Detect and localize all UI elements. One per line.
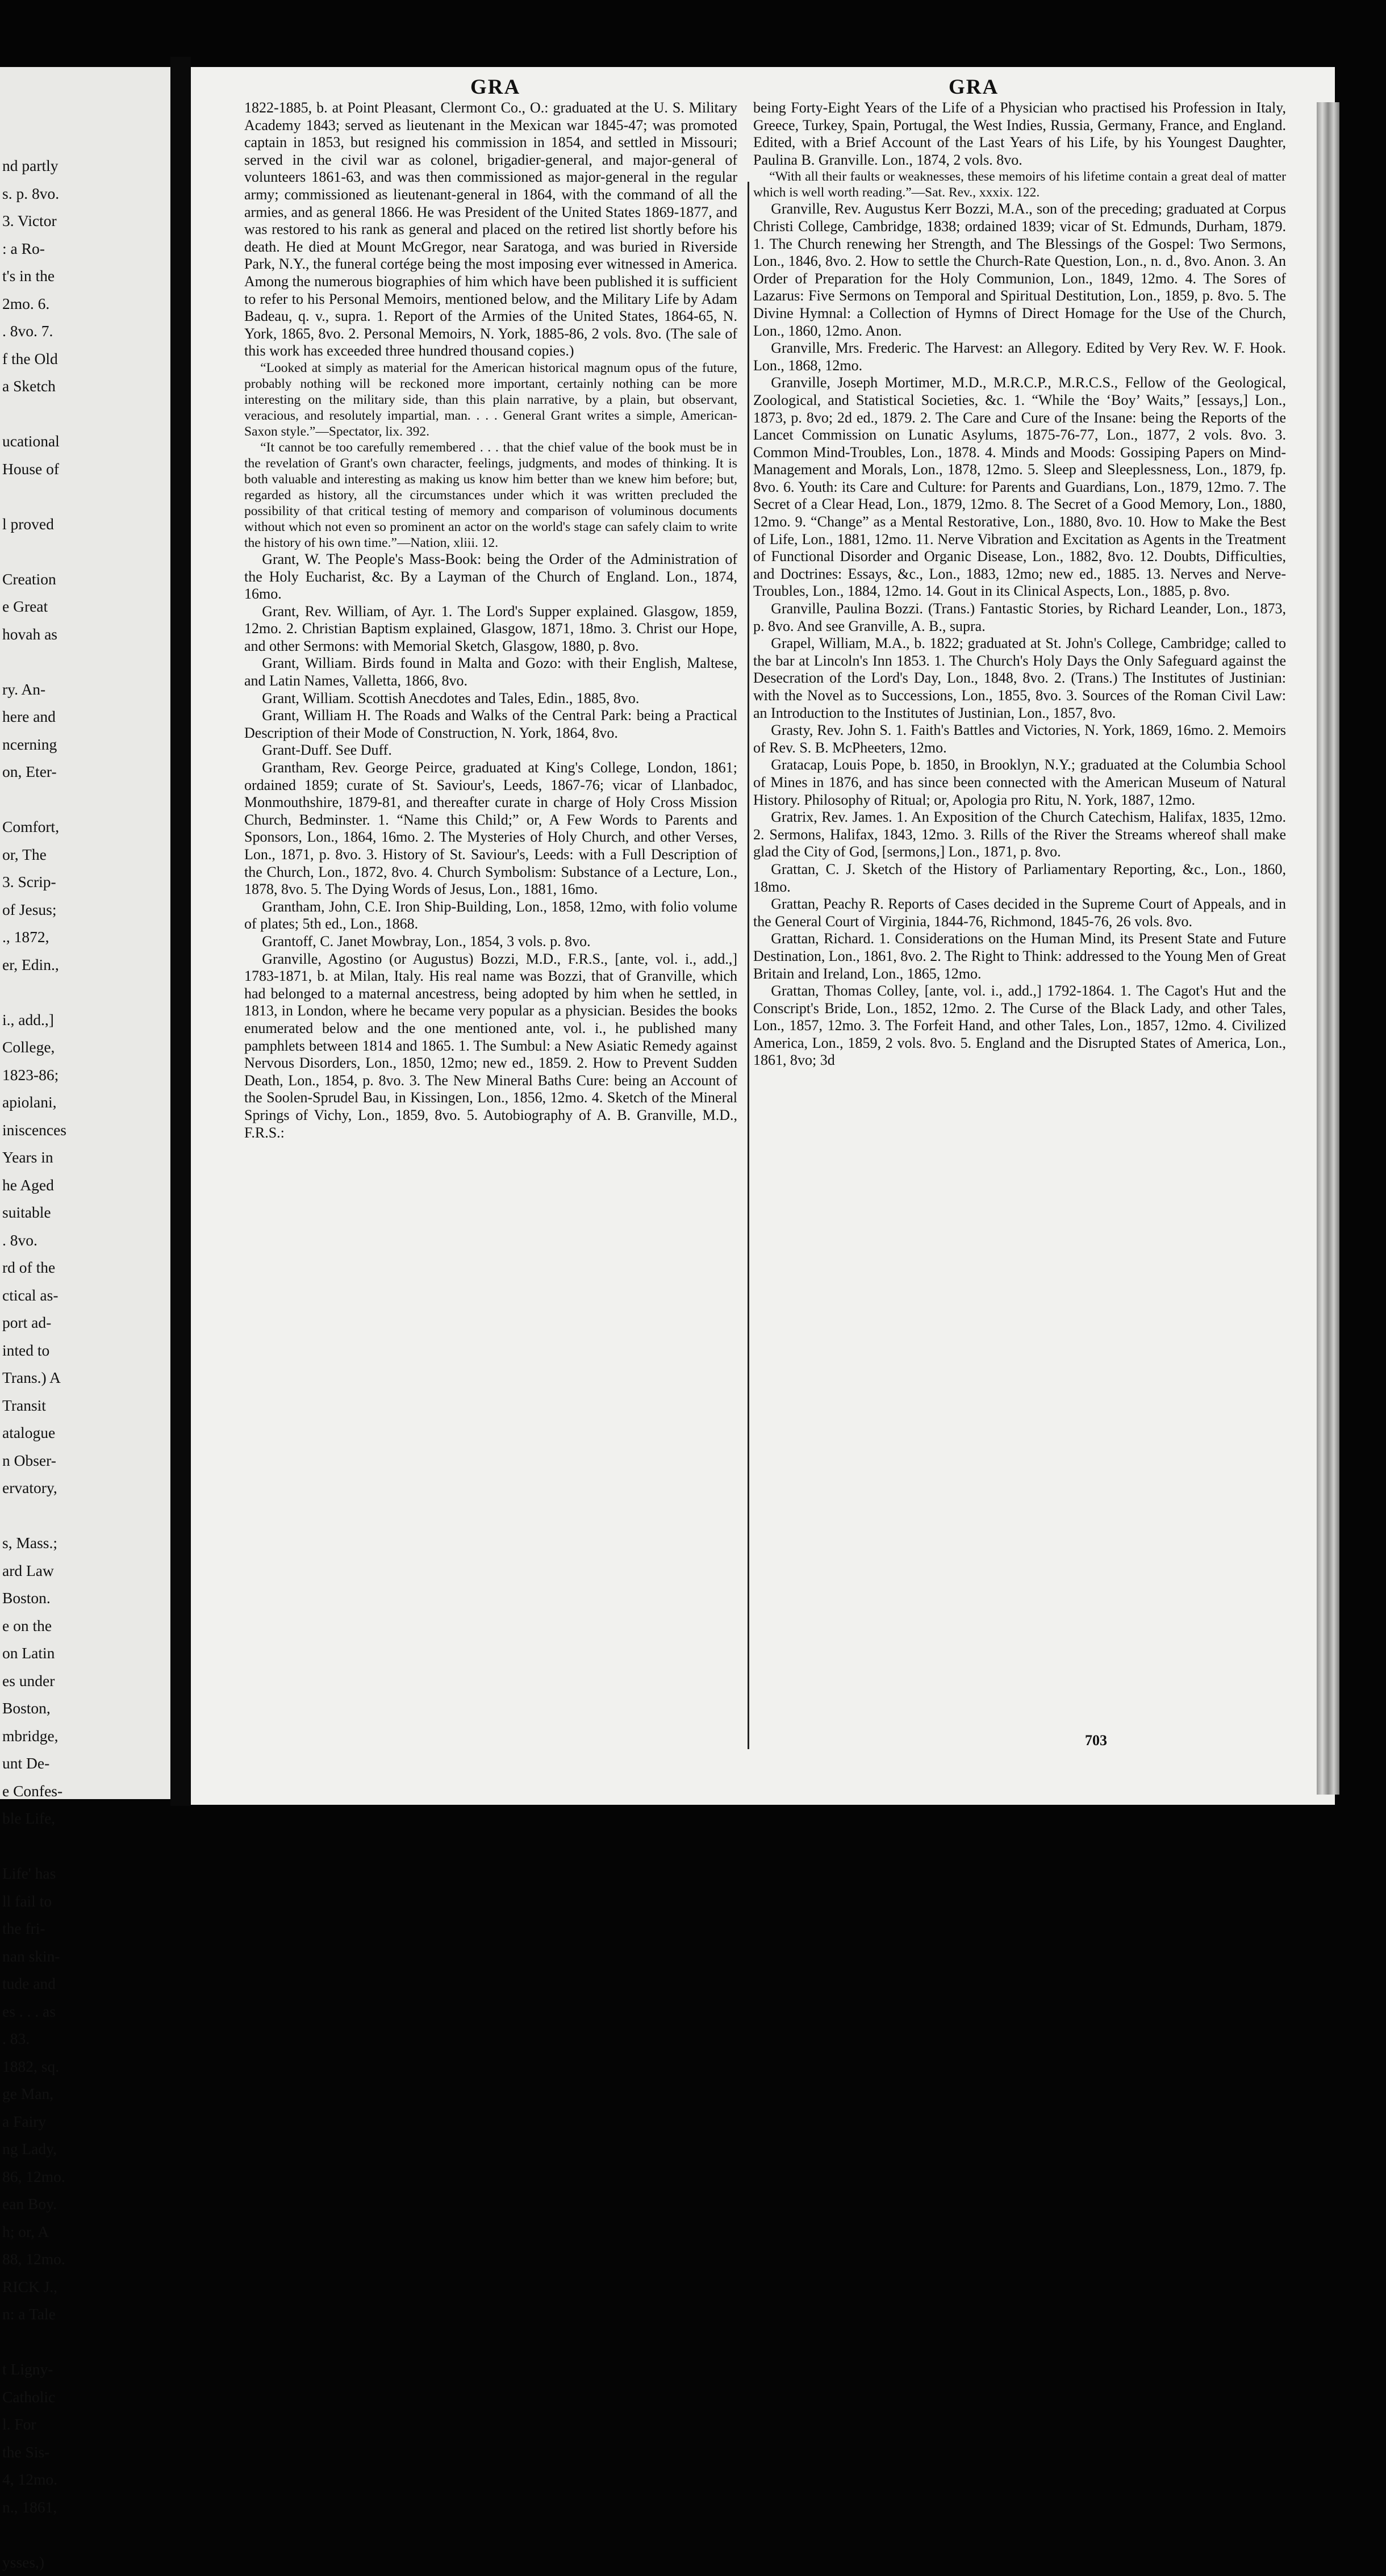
facing-line: Years in	[2, 1144, 173, 1172]
entry: Grasty, Rev. John S. 1. Faith's Battles and Victories, N. York, 1869, 16mo. 2. Memoirs of Rev. S. B. McPheeters, 12mo.	[753, 722, 1286, 756]
facing-line: s. p. 8vo.	[2, 180, 173, 208]
facing-line	[2, 1502, 173, 1530]
page-number: 703	[1085, 1732, 1107, 1749]
facing-line: 2mo. 6.	[2, 290, 173, 318]
facing-line: ry. An-	[2, 676, 173, 704]
entry: “Looked at simply as material for the American historical magnum opus of the future, probably nothing will be reckoned more important, certainly nothing can be more interesting on the military side, than this plain narrative, by a plain, but observant, veracious, and resolutely impartial, man. . . . General Grant writes a simple, American-Saxon style.”—Spectator, lix. 392.	[244, 360, 737, 440]
facing-line	[2, 1833, 173, 1860]
facing-line	[2, 2521, 173, 2549]
facing-line: ncerning	[2, 731, 173, 759]
facing-line: ervatory,	[2, 1474, 173, 1502]
entry: Grattan, Richard. 1. Considerations on the Human Mind, its Present State and Future Destination, Lon., 1861, 8vo. 2. The Right to Think: addressed to the Young Men of Great Britain and Ireland, Lon., 1865, 12mo.	[753, 930, 1286, 982]
facing-line: e on the	[2, 1612, 173, 1640]
entry: Grattan, Peachy R. Reports of Cases decided in the Supreme Court of Appeals, and in the General Court of Virginia, 1844-76, Richmond, 1845-76, 26 vols. 8vo.	[753, 896, 1286, 930]
entry: Grant, Rev. William, of Ayr. 1. The Lord's Supper explained. Glasgow, 1859, 12mo. 2. Christian Baptism explained, Glasgow, 1871, 18mo. 3. Christ our Hope, and other Sermons: with Memorial Sketch, Glasgow, 1880, p. 8vo.	[244, 603, 737, 655]
facing-line	[2, 978, 173, 1006]
facing-page-text	[0, 152, 173, 2576]
facing-line: n., 1861,	[2, 2494, 173, 2521]
facing-line: Catholic	[2, 2383, 173, 2411]
facing-line: ard Law	[2, 1557, 173, 1585]
facing-line: port ad-	[2, 1309, 173, 1337]
gutter	[170, 57, 191, 1806]
facing-line: t Ligny-	[2, 2356, 173, 2383]
facing-line: ysses,)	[2, 2549, 173, 2576]
facing-line: h; or, A	[2, 2218, 173, 2246]
facing-line: ., 1872,	[2, 923, 173, 951]
entry: Gratacap, Louis Pope, b. 1850, in Brooklyn, N.Y.; graduated at the Columbia School of Mines in 1876, and has since been connected with the American Museum of Natural History. Philosophy of Ritual; or, Apologia pro Ritu, N. York, 1887, 12mo.	[753, 756, 1286, 809]
facing-line: 3. Scrip-	[2, 868, 173, 896]
facing-line: nan skin-	[2, 1943, 173, 1971]
facing-line: e Great	[2, 593, 173, 621]
facing-line: the Sis-	[2, 2439, 173, 2466]
entry: Granville, Mrs. Frederic. The Harvest: an Allegory. Edited by Very Rev. W. F. Hook. Lon., 1868, 12mo.	[753, 340, 1286, 374]
entry: Granville, Rev. Augustus Kerr Bozzi, M.A., son of the preceding; graduated at Corpus Christi College, Cambridge, 1838; ordained 1839; vicar of St. Edmunds, Durham, 1879. 1. The Church renewing her Strength, and The Blessings of the Gospel: Two Sermons, Lon., 1846, 8vo. 2. How to settle the Church-Rate Question, Lon., n. d., 8vo. Anon. 3. An Order of Preparation for the Holy Communion, Lon., 1849, 12mo. 4. The Sores of Lazarus: Five Sermons on Temporal and Spiritual Destitution, Lon., 1859, p. 8vo. 5. The Divine Hymnal: a Collection of Hymns of Direct Homage for the Use of the Church, Lon., 1860, 12mo. Anon.	[753, 200, 1286, 340]
facing-line: 1882, sq.	[2, 2053, 173, 2081]
entry: Granville, Agostino (or Augustus) Bozzi, M.D., F.R.S., [ante, vol. i., add.,] 1783-1871, b. at Milan, Italy. His real name was Bozzi, that of Granville, which had belonged to a maternal ancestress, being adopted by him when he settled, in 1813, in London, where he became very popular as a physician. Besides the books enumerated below and the one mentioned ante, vol. i., he published many pamphlets between 1814 and 1865. 1. The Sumbul: a New Asiatic Remedy against Nervous Disorders, Lon., 1850, 12mo; new ed., 1859. 2. How to Prevent Sudden Death, Lon., 1854, p. 8vo. 3. The New Mineral Baths Cure: being an Account of the Soolen-Sprudel Bau, in Kissingen, Lon., 1856, 12mo. 4. Sketch of the Mineral Springs of Vichy, Lon., 1859, 8vo. 5. Autobiography of A. B. Granville, M.D., F.R.S.:	[244, 951, 737, 1142]
facing-line: n Obser-	[2, 1447, 173, 1475]
entry: “It cannot be too carefully remembered . . . that the chief value of the book must be in the revelation of Grant's own character, feelings, judgments, and modes of thinking. It is both valuable and interesting as making us know him better than we knew him before; but, regarded as history, all the circumstances under which it was written precluded the possibility of that critical testing of memory and comparison of voluminous documents without which not even so prominent an actor on the world's stage can safely claim to write the history of his own time.”—Nation, xliii. 12.	[244, 440, 737, 551]
facing-line: Transit	[2, 1392, 173, 1420]
facing-line: House of	[2, 455, 173, 483]
entry: being Forty-Eight Years of the Life of a Physician who practised his Profession in Italy, Greece, Turkey, Spain, Portugal, the West Indies, Russia, Germany, France, and England. Edited, with a Brief Account of the Last Years of his Life, by his Youngest Daughter, Paulina B. Granville. Lon., 1874, 2 vols. 8vo.	[753, 99, 1286, 169]
entry: Grapel, William, M.A., b. 1822; graduated at St. John's College, Cambridge; called to the bar at Lincoln's Inn 1853. 1. The Church's Holy Days the Only Safeguard against the Desecration of the Lord's Day, Lon., 1848, 8vo. 2. (Trans.) The Institutes of Justinian: with the Novel as to Successions, Lon., 1855, 8vo. 3. Sources of the Roman Civil Law: an Introduction to the Institutes of Justinian, Lon., 1857, 8vo.	[753, 635, 1286, 722]
page-edge	[1317, 102, 1339, 1795]
facing-line: Trans.) A	[2, 1364, 173, 1392]
facing-line: Creation	[2, 566, 173, 593]
facing-line: unt De-	[2, 1750, 173, 1778]
facing-line: on Latin	[2, 1640, 173, 1667]
facing-line	[2, 786, 173, 814]
facing-line: tude and	[2, 1970, 173, 1998]
facing-line: a Fairy	[2, 2108, 173, 2136]
entry: Grantham, John, C.E. Iron Ship-Building, Lon., 1858, 12mo, with folio volume of plates; 5th ed., Lon., 1868.	[244, 898, 737, 933]
facing-line: Boston,	[2, 1695, 173, 1722]
facing-line: on, Eter-	[2, 758, 173, 786]
facing-line: 4, 12mo.	[2, 2466, 173, 2494]
facing-line	[2, 483, 173, 511]
facing-line: atalogue	[2, 1419, 173, 1447]
facing-page-fragment	[0, 67, 170, 1799]
facing-line: : a Ro-	[2, 235, 173, 263]
facing-line: RICK J.,	[2, 2273, 173, 2301]
facing-line: . 8vo.	[2, 1227, 173, 1254]
facing-line: f the Old	[2, 345, 173, 373]
facing-line: suitable	[2, 1199, 173, 1227]
facing-line: . 83.	[2, 2025, 173, 2053]
running-head-right: GRA	[949, 75, 999, 99]
facing-line: Comfort,	[2, 813, 173, 841]
facing-line: 88, 12mo.	[2, 2245, 173, 2273]
facing-line: ge Man,	[2, 2080, 173, 2108]
running-head-left: GRA	[470, 75, 520, 99]
facing-line: e Confes-	[2, 1778, 173, 1805]
column-right	[753, 99, 1286, 1746]
entry: Grant, William H. The Roads and Walks of the Central Park: being a Practical Description of their Mode of Construction, N. York, 1864, 8vo.	[244, 707, 737, 742]
entry: “With all their faults or weaknesses, these memoirs of his lifetime contain a great deal of matter which is well worth reading.”—Sat. Rev., xxxix. 122.	[753, 169, 1286, 200]
facing-line: i., add.,]	[2, 1006, 173, 1034]
entry: Grant, W. The People's Mass-Book: being the Order of the Administration of the Holy Eucharist, &c. By a Layman of the Church of England. Lon., 1874, 16mo.	[244, 551, 737, 603]
entry: Granville, Joseph Mortimer, M.D., M.R.C.P., M.R.C.S., Fellow of the Geological, Zoological, and Statistical Societies, &c. 1. “While the ‘Boy’ Waits,” [essays,] Lon., 1873, p. 8vo; 2d ed., 1879. 2. The Care and Cure of the Insane: being the Reports of the Lancet Commission on Lunatic Asylums, 1875-76-77, Lon., 1877, 2 vols. 8vo. 3. Common Mind-Troubles, Lon., 1878. 4. Minds and Moods: Gossiping Papers on Mind-Management and Morals, Lon., 1878, 12mo. 5. Sleep and Sleeplessness, Lon., 1879, fp. 8vo. 6. Youth: its Care and Culture: for Parents and Guardians, Lon., 1879, 12mo. 7. The Secret of a Clear Head, Lon., 1879, 12mo. 8. The Secret of a Good Memory, Lon., 1880, 12mo. 9. “Change” as a Mental Restorative, Lon., 1880, 8vo. 10. How to Make the Best of Life, Lon., 1881, 12mo. 11. Nerve Vibration and Excitation as Agents in the Treatment of Functional Disorder and Organic Disease, Lon., 1882, 8vo. 12. Doubts, Difficulties, and Doctrines: Essays, &c., Lon., 1883, 12mo; new ed., 1885. 13. Nerves and Nerve-Troubles, Lon., 1884, 12mo. 14. Gout in its Clinical Aspects, Lon., 1885, p. 8vo.	[753, 374, 1286, 600]
facing-line: apiolani,	[2, 1089, 173, 1116]
facing-line: s, Mass.;	[2, 1529, 173, 1557]
column-rule	[748, 182, 749, 1749]
entry: Gratrix, Rev. James. 1. An Exposition of the Church Catechism, Halifax, 1835, 12mo. 2. Sermons, Halifax, 1843, 12mo. 3. Rills of the River the Streams whereof shall make glad the City of God, [sermons,] Lon., 1871, p. 8vo.	[753, 809, 1286, 861]
facing-line: 1823-86;	[2, 1061, 173, 1089]
facing-line: or, The	[2, 841, 173, 869]
facing-line: College,	[2, 1034, 173, 1061]
facing-line: t's in the	[2, 262, 173, 290]
facing-line: of Jesus;	[2, 896, 173, 924]
facing-line: ll fail to	[2, 1888, 173, 1916]
entry: Grantoff, C. Janet Mowbray, Lon., 1854, 3 vols. p. 8vo.	[244, 933, 737, 951]
facing-line: l proved	[2, 511, 173, 538]
facing-line: ucational	[2, 428, 173, 455]
entry: Granville, Paulina Bozzi. (Trans.) Fantastic Stories, by Richard Leander, Lon., 1873, p. 8vo. And see Granville, A. B., supra.	[753, 600, 1286, 635]
entry: Grant, William. Birds found in Malta and Gozo: with their English, Maltese, and Latin Names, Valletta, 1866, 8vo.	[244, 655, 737, 689]
facing-line: er, Edin.,	[2, 951, 173, 979]
facing-line: nd partly	[2, 152, 173, 180]
facing-line: . 8vo. 7.	[2, 317, 173, 345]
entry: Grant-Duff. See Duff.	[244, 742, 737, 759]
facing-line: Life' has	[2, 1860, 173, 1888]
facing-line: mbridge,	[2, 1722, 173, 1750]
facing-line: the fri-	[2, 1915, 173, 1943]
facing-line	[2, 400, 173, 428]
facing-line: ctical as-	[2, 1282, 173, 1310]
facing-line: 86, 12mo.	[2, 2163, 173, 2191]
facing-line: ble Life,	[2, 1805, 173, 1833]
entry: Grantham, Rev. George Peirce, graduated at King's College, London, 1861; ordained 1859; curate of St. Saviour's, Leeds, 1867-76; vicar of Llanbadoc, Monmouthshire, 1879-81, and thereafter curate in charge of Holy Cross Mission Church, Bedminster. 1. “Name this Child;” or, A Few Words to Parents and Sponsors, Lon., 1864, 16mo. 2. The Mysteries of Holy Church, and other Verses, Lon., 1871, p. 8vo. 3. History of St. Saviour's, Leeds: with a Full Description of the Church, Lon., 1872, 8vo. 4. Church Symbolism: Substance of a Lecture, Lon., 1878, 8vo. 5. The Dying Words of Jesus, Lon., 1881, 16mo.	[244, 759, 737, 898]
entry: Grant, William. Scottish Anecdotes and Tales, Edin., 1885, 8vo.	[244, 690, 737, 708]
column-left	[244, 99, 737, 1746]
entry: 1822-1885, b. at Point Pleasant, Clermont Co., O.: graduated at the U. S. Military Academy 1843; served as lieutenant in the Mexican war 1845-47; was promoted captain in 1853, but resigned his commission in 1854, and settled in Missouri; served in the civil war as colonel, brigadier-general, and major-general of volunteers 1861-63, and was then commissioned as major-general in the regular army; commissioned as lieutenant-general in 1864, with the command of all the armies, and as general 1866. He was President of the United States 1869-1877, and was restored to his rank as general and placed on the retired list shortly before his death. He died at Mount McGregor, near Saratoga, and was buried in Riverside Park, N.Y., the funeral cortége being the most imposing ever witnessed in America. Among the numerous biographies of him which have been published it is sufficient to refer to his Personal Memoirs, mentioned below, and the Military Life by Adam Badeau, q. v., supra. 1. Report of the Armies of the United States, 1864-65, N. York, 1865, 8vo. 2. Personal Memoirs, N. York, 1885-86, 2 vols. 8vo. (The sale of this work has exceeded three hundred thousand copies.)	[244, 99, 737, 360]
facing-line: inted to	[2, 1337, 173, 1365]
facing-line	[2, 2328, 173, 2356]
facing-line: n: a Tale	[2, 2301, 173, 2328]
facing-line: l. For	[2, 2411, 173, 2439]
facing-line: es . . . as	[2, 1998, 173, 2026]
entry: Grattan, C. J. Sketch of the History of Parliamentary Reporting, &c., Lon., 1860, 18mo.	[753, 861, 1286, 896]
facing-line: iniscences	[2, 1116, 173, 1144]
facing-line: Boston.	[2, 1584, 173, 1612]
facing-line: hovah as	[2, 621, 173, 649]
facing-line: ean Boy.	[2, 2190, 173, 2218]
facing-line: a Sketch	[2, 373, 173, 400]
facing-line: es under	[2, 1667, 173, 1695]
facing-line: here and	[2, 703, 173, 731]
facing-line: 3. Victor	[2, 207, 173, 235]
facing-line	[2, 538, 173, 566]
facing-line: he Aged	[2, 1172, 173, 1199]
facing-line: rd of the	[2, 1254, 173, 1282]
facing-line: ng Lady,	[2, 2135, 173, 2163]
facing-line	[2, 648, 173, 676]
entry: Grattan, Thomas Colley, [ante, vol. i., add.,] 1792-1864. 1. The Cagot's Hut and the Conscript's Bride, Lon., 1852, 12mo. 2. The Curse of the Black Lady, and other Tales, Lon., 1857, 12mo. 3. The Forfeit Hand, and other Tales, Lon., 1857, 12mo. 4. Civilized America, Lon., 1859, 2 vols. 8vo. 5. England and the Disrupted States of America, Lon., 1861, 8vo; 3d	[753, 982, 1286, 1069]
